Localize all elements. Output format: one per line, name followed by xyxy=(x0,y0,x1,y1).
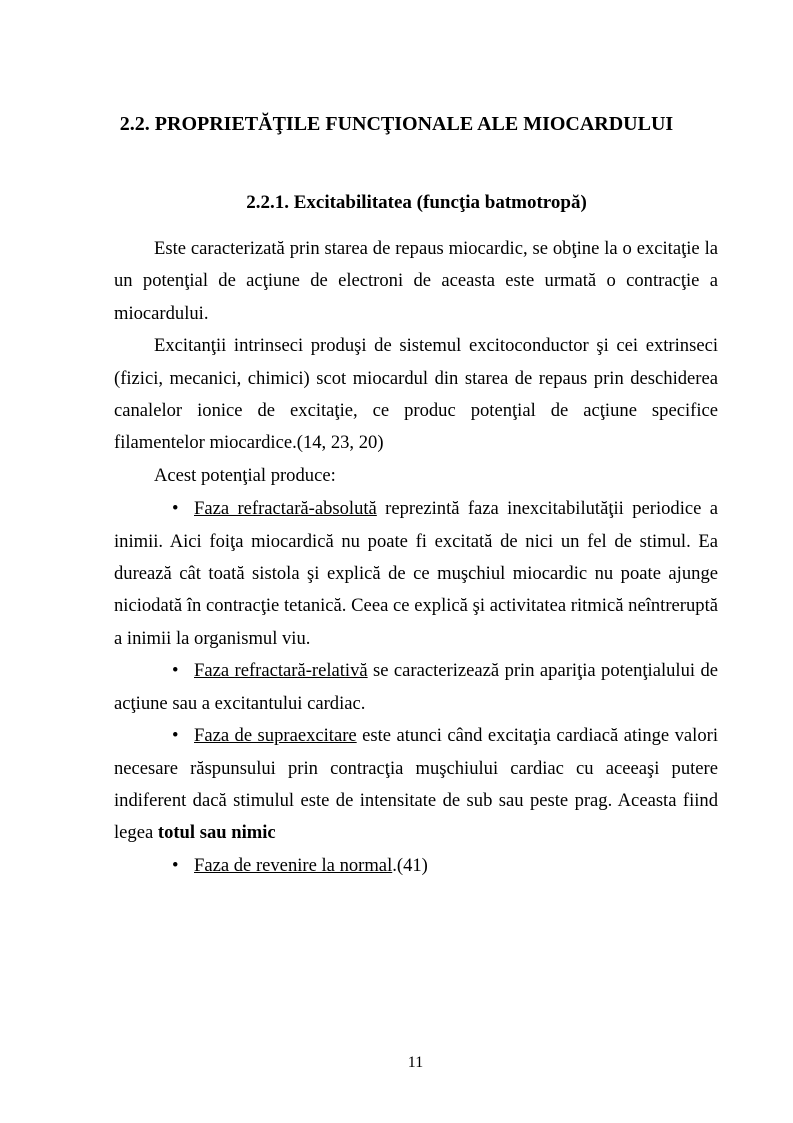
section-heading: 2.2. PROPRIETĂŢILE FUNCŢIONALE ALE MIOCARDULUI xyxy=(119,113,674,135)
paragraph: Excitanţii intrinseci produşi de sistemul excitoconductor şi cei extrinseci (fizici, mecanici, chimici) scot miocardul din starea de repaus prin deschiderea canalelor ionice de excitaţie, ce produc potenţial de acţiune specifice filamentelor miocardice.(14, 23, 20) xyxy=(114,335,718,454)
list-item-term: Faza refractară-absolută xyxy=(194,498,377,520)
paragraph: Acest potenţial produce: xyxy=(154,464,336,486)
list-item-text: .(41) xyxy=(392,854,428,876)
list-item xyxy=(114,493,718,655)
list-item xyxy=(114,720,718,850)
paragraph: Este caracterizată prin starea de repaus miocardic, se obţine la o excitaţie la un potenţial de acţiune de electroni de aceasta este urmată o contracţie a miocardului. xyxy=(114,238,718,324)
bullet-icon: • xyxy=(172,498,179,520)
list-item-term: Faza de supraexcitare xyxy=(194,725,357,747)
list-item-emphasis: totul sau nimic xyxy=(157,822,276,844)
list-item xyxy=(114,655,718,720)
bullet-icon: • xyxy=(172,854,179,876)
bullet-icon: • xyxy=(172,660,179,682)
list-item-term: Faza de revenire la normal xyxy=(194,854,393,876)
list-item-term: Faza refractară-relativă xyxy=(194,660,368,682)
page-number: 11 xyxy=(407,1054,424,1071)
list-item-text: reprezintă faza inexcitabilutăţii periodice a inimii. Aici foiţa miocardică nu poate fi excitată de nici un fel de stimul. Ea durează cât toată sistola şi explică de ce muşchiul miocardic nu poate ajunge niciodată în contracţie tetanică. Ceea ce explică şi activitatea ritmică neîntreruptă a inimii la organismul viu. xyxy=(114,498,718,649)
bullet-icon: • xyxy=(172,725,179,747)
list-item-text: se caracterizează prin apariţia potenţialului de acţiune sau a excitantului cardiac. xyxy=(114,660,718,714)
subsection-heading: 2.2.1. Excitabilitatea (funcţia batmotropă) xyxy=(246,192,587,213)
list-item xyxy=(114,850,718,882)
list-item-text: este atunci când excitaţia cardiacă atinge valori necesare răspunsului prin contracţia muşchiului cardiac cu aceeaşi putere indiferent dacă stimulul este de intensitate de sub sau peste prag. Aceasta fiind legea xyxy=(114,725,718,844)
document-body xyxy=(114,233,718,882)
